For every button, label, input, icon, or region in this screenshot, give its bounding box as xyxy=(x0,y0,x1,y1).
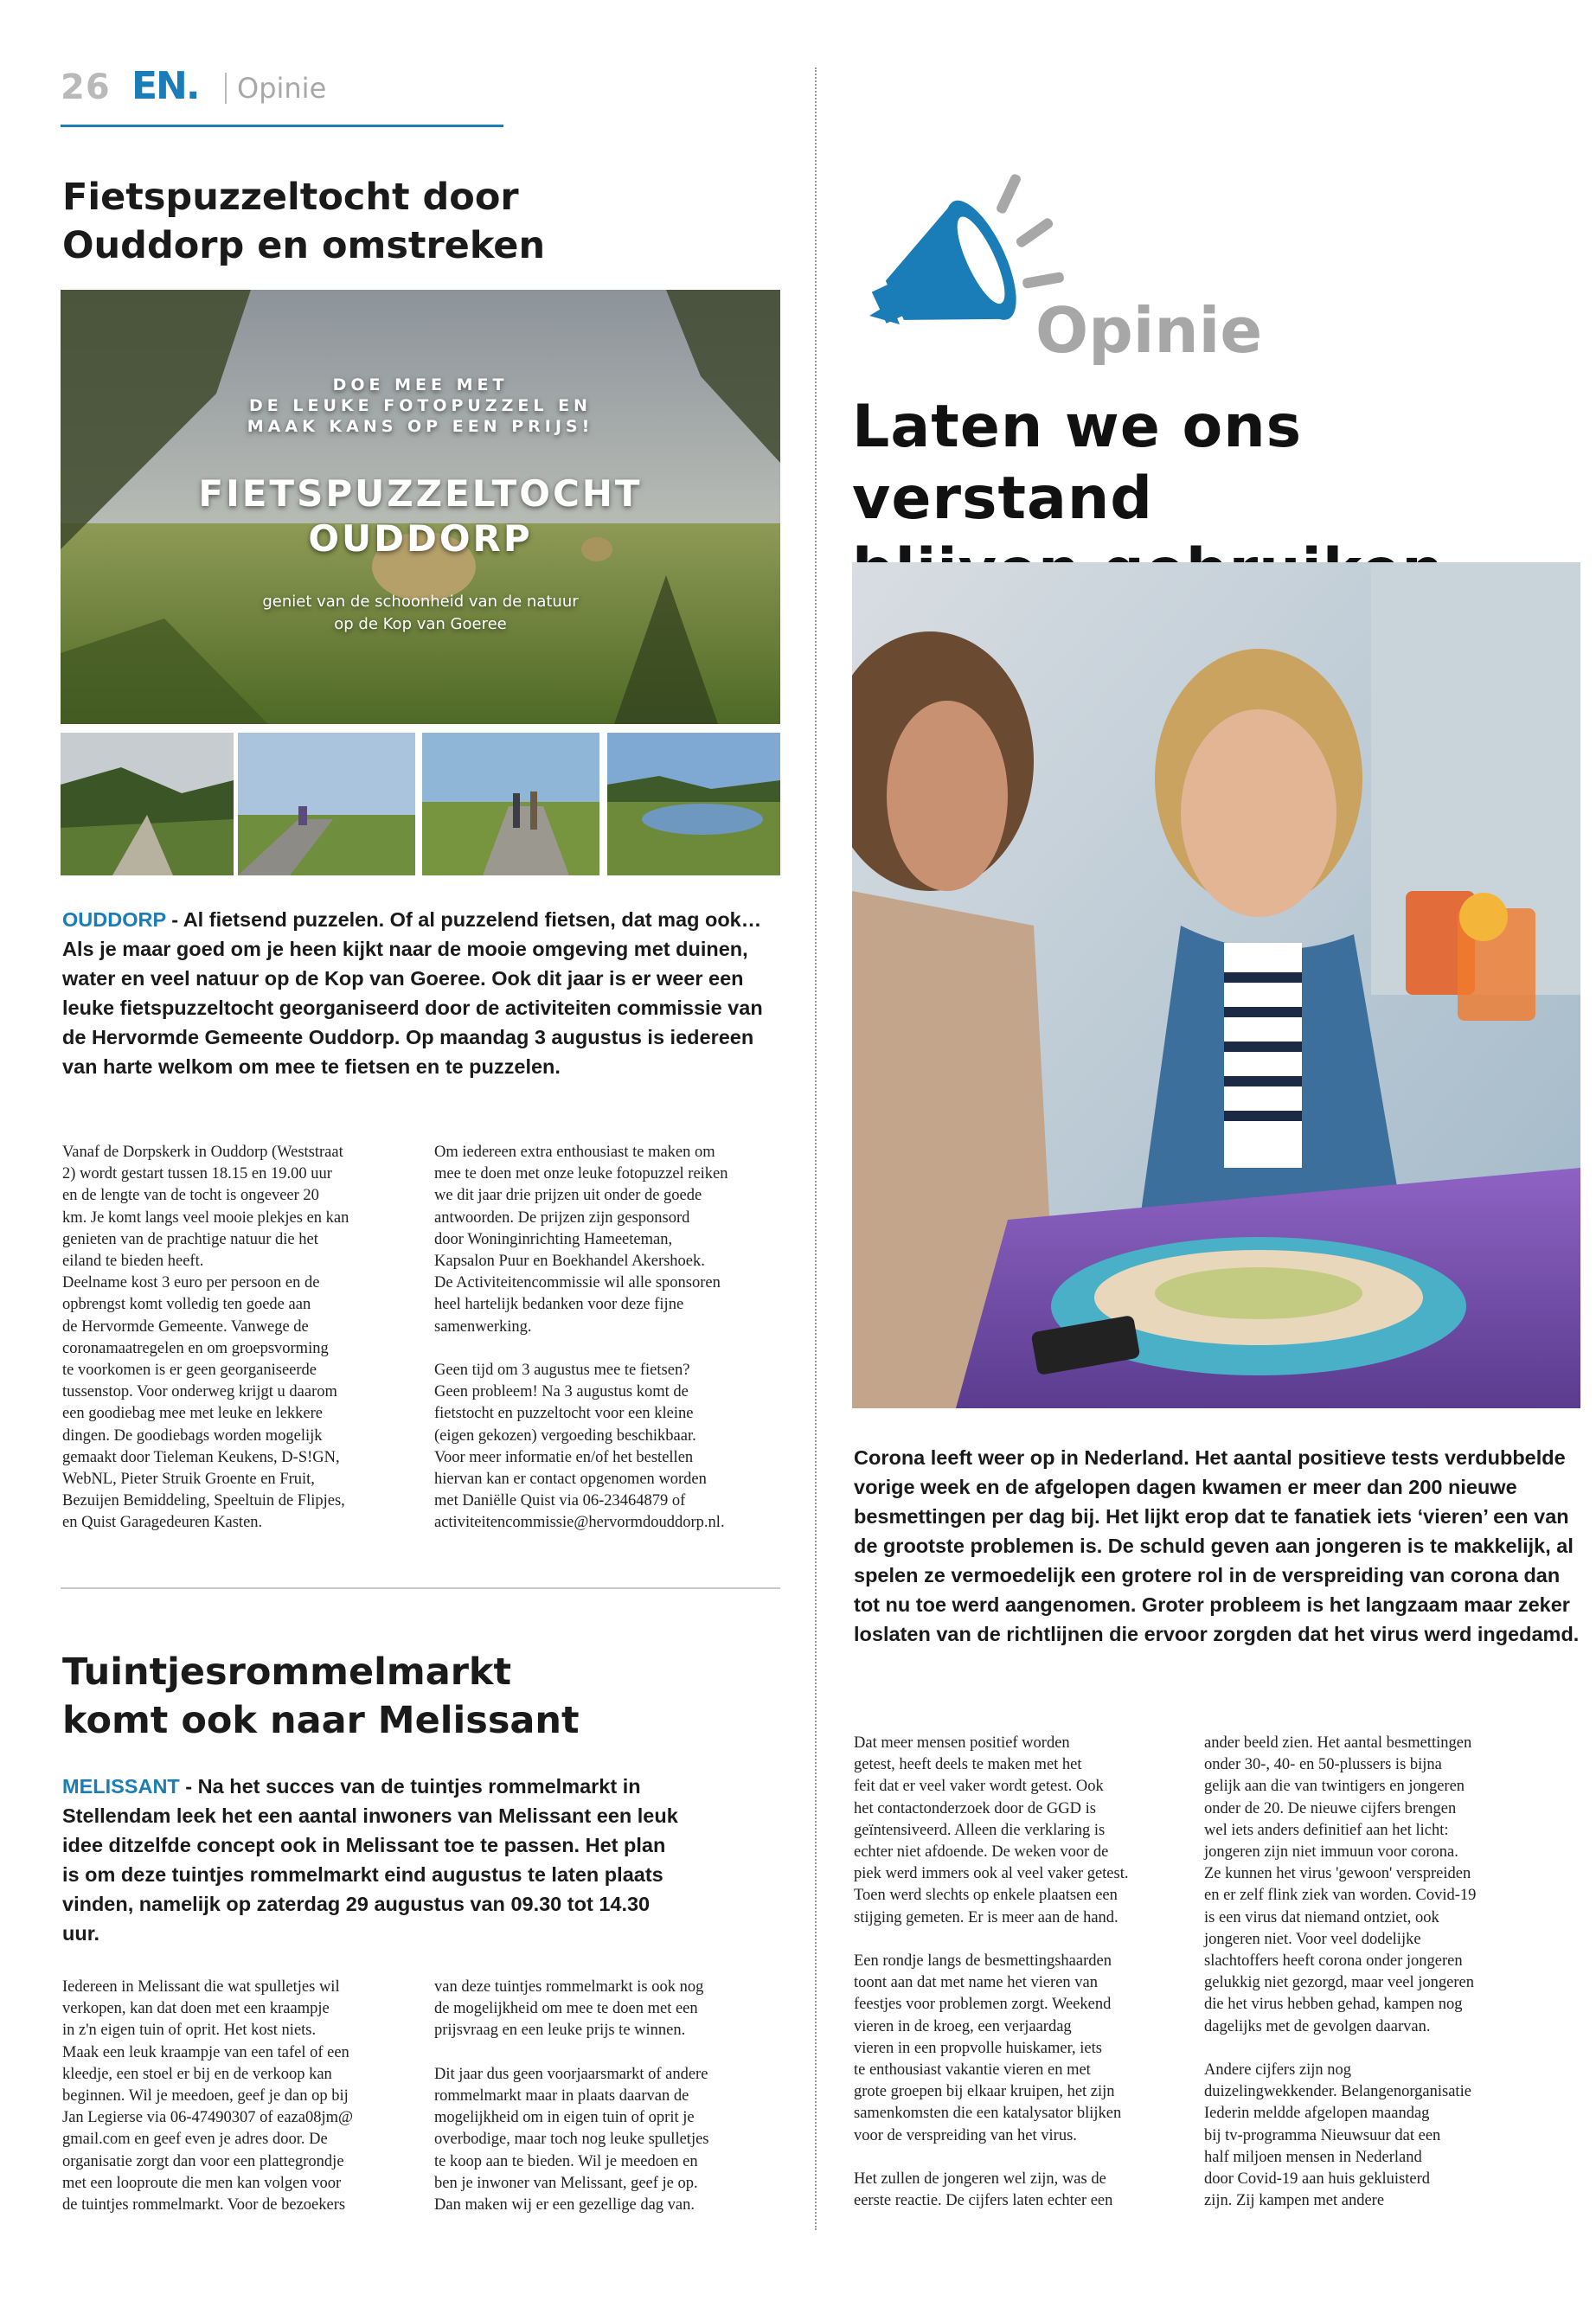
page-number: 26 xyxy=(61,67,111,107)
column-divider xyxy=(815,67,817,2230)
thumb-photo-1 xyxy=(61,733,234,875)
poster-line2: DE LEUKE FOTOPUZZEL EN xyxy=(249,396,592,415)
opinion-column2: ander beeld zien. Het aantal besmettingen onder 30-, 40- en 50-plussers is bijna gelijk aan die van twintigers en jongeren onder de 20. De nieuwe cijfers brengen wel iets anders definitief aan het licht: jongeren zijn niet immuun voor corona. Ze kunnen het virus 'gewoon' verspreiden en er zelf flink ziek van worden. Covid-19 is een virus dat niemand ontziet, ook jongeren niet. Voor veel dodelijke slachtoffers heeft corona onder jongeren gelukkig niet gezorgd, maar veel jongeren die het virus hebben gehad, kampen nog dagelijks met de gevolgen daarvan. Andere cijfers zijn nog duizelingwekkender. Belangenorganisatie Iederin meldde afgelopen maandag bij tv-programma Nieuwsuur dat een half miljoen mensen in Nederland door Covid-19 aan huis gekluisterd zijn. Zij kampen met andere xyxy=(1204,1734,1477,2210)
publication-logo: EN. xyxy=(131,64,199,108)
article1-column2: Om iedereen extra enthousiast te maken om mee te doen met onze leuke fotopuzzel reiken we dit jaar drie prijzen uit onder de goede antwoorden. De prijzen zijn gesponsord door Woninginrichting Hameeteman, Kapsalon Puur en Boekhandel Akershoek. De Activiteitencommissie wil alle sponsoren heel hartelijk bedanken voor deze fijne samenwerking. Geen tijd om 3 augustus mee te fietsen? Geen probleem! Na 3 augustus komt de fietstocht en puzzeltocht voor een kleine (eigen gekozen) vergoeding beschikbaar. Voor meer informatie en/of het bestellen hiervan kan er contact opgenomen worden met Daniëlle Quist via 06-23464879 of activiteitencommissie@hervormdouddorp.nl. xyxy=(434,1144,728,1532)
article2-headline xyxy=(62,1648,789,1745)
article1-headline xyxy=(62,173,789,270)
article1-title-line2: Ouddorp en omstreken xyxy=(62,224,546,267)
opinion-title-line1: Laten we ons verstand xyxy=(852,393,1303,533)
article1-lead xyxy=(62,905,789,1081)
article2-lead-text: - Na het succes van de tuintjes rommelmarkt in Stellendam leek het een aantal inwoners van Melissant een leuk idee ditzelfde concept ook in Melissant toe te passen. Het plan is om deze tuintjes rommelmarkt eind augustus te laten plaats vinden, namelijk op zaterdag 29 augustus van 09.30 tot 14.30 uur. xyxy=(62,1775,678,1945)
thumb-photo-2 xyxy=(238,733,415,875)
opinion-label: Opinie xyxy=(1035,294,1263,367)
article1-title-line1: Fietspuzzeltocht door xyxy=(62,176,519,219)
article1-lead-keyword: OUDDORP xyxy=(62,908,166,931)
opinion-photo xyxy=(852,562,1580,1408)
article2-title-line1: Tuintjesrommelmarkt xyxy=(62,1650,512,1694)
header-rule xyxy=(61,125,503,127)
article2-column1: Iedereen in Melissant die wat spulletjes wil verkopen, kan dat doen met een kraampje in z'n eigen tuin of oprit. Het kost niets. Maak een leuk kraampje van een tafel of een kleedje, een stoel er bij en de verkoop kan beginnen. Wil je meedoen, geef je dan op bij Jan Legierse via 06-47490307 of eaza08jm@ gmail.com en geef even je adres door. De organisatie zorgt dan voor een plattegrondje met een looproute die men kan volgen voor de tuintjes rommelmarkt. Voor de bezoekers xyxy=(62,1978,354,2214)
section-label: Opinie xyxy=(225,73,326,104)
poster-line3: MAAK KANS OP EEN PRIJS! xyxy=(247,417,594,436)
poster-title1: FIETSPUZZELTOCHT xyxy=(198,472,643,515)
article2-column2: van deze tuintjes rommelmarkt is ook nog de mogelijkheid om mee te doen met een prijsvraag en een leuke prijs te winnen. Dit jaar dus geen voorjaarsmarkt of andere rommelmarkt maar in plaats daarvan de mogelijkheid om in eigen tuin of oprit je overbodige, maar toch nog leuke spulletjes te koop aan te bieden. Wil je meedoen en ben je inwoner van Melissant, geef je op. Dan maken wij er een gezellige dag van. xyxy=(434,1978,709,2214)
poster-line1: DOE MEE MET xyxy=(332,375,509,394)
article2-title-line2: komt ook naar Melissant xyxy=(62,1699,580,1742)
article-separator xyxy=(61,1587,780,1589)
poster-sub2: op de Kop van Goeree xyxy=(334,615,507,633)
cafe-scene-illustration xyxy=(852,562,1580,1408)
article2-lead-keyword: MELISSANT xyxy=(62,1775,180,1798)
poster-sub1: geniet van de schoonheid van de natuur xyxy=(262,593,579,611)
poster-title2: OUDDORP xyxy=(308,517,533,560)
poster-photo xyxy=(61,290,780,724)
article1-lead-text: - Al fietsend puzzelen. Of al puzzelend fietsen, dat mag ook… Als je maar goed om je heen kijkt naar de mooie omgeving met duinen, water en veel natuur op de Kop van Goeree. Ook dit jaar is er weer een leuke fietspuzzeltocht georganiseerd door de activiteiten commissie van de Hervormde Gemeente Ouddorp. Op maandag 3 augustus is iedereen van harte welkom om mee te fietsen en te puzzelen. xyxy=(62,908,763,1078)
article1-column1: Vanaf de Dorpskerk in Ouddorp (Weststraat 2) wordt gestart tussen 18.15 en 19.00 uur en de lengte van de tocht is ongeveer 20 km. Je komt langs veel mooie plekjes en kan genieten van de prachtige natuur die het eiland te bieden heeft. Deelname kost 3 euro per persoon en de opbrengst komt volledig ten goede aan de Hervormde Gemeente. Vanwege de coronamaatregelen en om groepsvorming te voorkomen is er geen georganiseerde tussenstop. Voor onderweg krijgt u daarom een goodiebag mee met leuke en lekkere dingen. De goodiebags worden mogelijk gemaakt door Tieleman Keukens, D-S!GN, WebNL, Pieter Struik Groente en Fruit, Bezuijen Bemiddeling, Speeltuin de Flipjes, en Quist Garagedeuren Kasten. xyxy=(62,1144,349,1532)
thumb-photo-4 xyxy=(607,733,780,875)
opinion-column1: Dat meer mensen positief worden getest, heeft deels te maken met het feit dat er veel vaker wordt getest. Ook het contactonderzoek door de GGD is geïntensiveerd. Alleen die verklaring is echter niet afdoende. De weken voor de piek werd immers ook al veel vaker getest. Toen werd slechts op enkele plaatsen een stijging gemeten. Er is meer aan de hand. Een rondje langs de besmettingshaarden toont aan dat met name het vieren van feestjes voor problemen zorgt. Weekend vieren in de kroeg, een verjaardag vieren in een propvolle huiskamer, iets te enthousiast vakantie vieren en met grote groepen bij elkaar kruipen, het zijn samenkomsten die een katalysator blijken voor de verspreiding van het virus. Het zullen de jongeren wel zijn, was de eerste reactie. De cijfers laten echter een xyxy=(854,1734,1129,2210)
opinion-lead: Corona leeft weer op in Nederland. Het aantal positieve tests verdubbelde vorige week en de afgelopen dagen kwamen er meer dan 200 nieuwe besmettingen per dag bij. Het lijkt erop dat te fanatiek iets ‘vieren’ een van de grootste problemen is. De schuld geven aan jongeren is te makkelijk, al spelen ze vermoedelijk een grotere rol in de verspreiding van corona dan tot nu toe werd aangenomen. Groter probleem is het langzaam maar zeker loslaten van de richtlijnen die ervoor zorgden dat het virus werd ingedamd. xyxy=(854,1446,1580,1645)
thumb-photo-3 xyxy=(422,733,599,875)
article2-lead xyxy=(62,1772,685,1948)
